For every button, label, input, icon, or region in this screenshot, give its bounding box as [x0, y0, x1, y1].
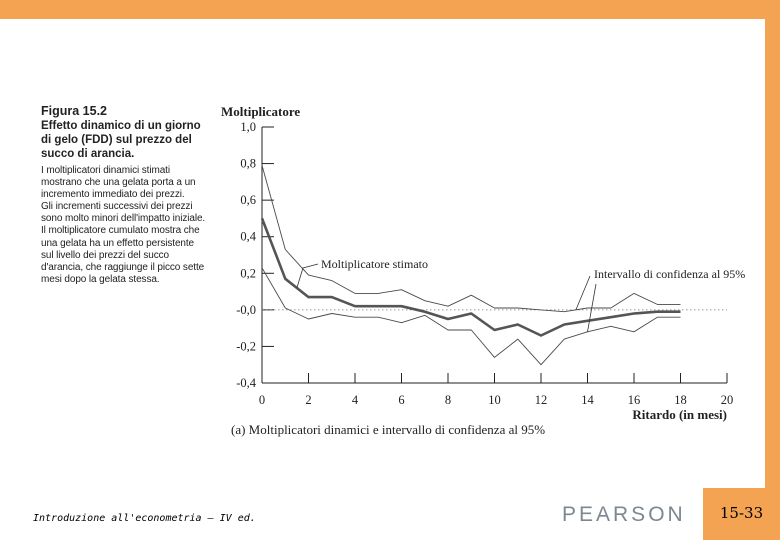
y-tick-label: -0,2 — [236, 339, 256, 354]
x-tick-label: 2 — [305, 393, 312, 407]
panel-caption: (a) Moltiplicatori dinamici e intervallo di confidenza al 95% — [231, 422, 546, 437]
annotation-interval-leader-upper — [576, 276, 590, 310]
x-tick-label: 0 — [258, 393, 266, 407]
caption-paragraph: I moltiplicatori dinamici stimati mostrano che una gelata porta a un incremento immediato dei prezzi. — [41, 165, 196, 201]
y-tick-label: 0,4 — [240, 229, 256, 244]
y-tick-label: -0,0 — [236, 302, 256, 317]
annotation-interval-label: Intervallo di confidenza al 95% — [594, 267, 746, 281]
caption-paragraph: Gli incrementi successivi dei prezzi sono molto minori dell'impatto iniziale. — [41, 201, 206, 225]
y-axis-title: Moltiplicatore — [221, 104, 301, 119]
x-tick-label: 12 — [534, 393, 548, 407]
y-tick-label: -0,4 — [236, 376, 256, 390]
x-tick-label: 18 — [674, 393, 687, 407]
annotation-estimate-label: Moltiplicatore stimato — [321, 257, 428, 271]
y-tick-label: 1,0 — [240, 120, 256, 134]
x-tick-label: 20 — [720, 393, 734, 407]
x-axis-title: Ritardo (in mesi) — [632, 407, 727, 422]
figure-title: Effetto dinamico di un giorno di gelo (FDD) sul prezzo del succo di arancia. — [41, 120, 201, 160]
annotation-estimate-leader — [297, 264, 318, 288]
figure-label: Figura 15.2 — [41, 104, 107, 118]
chart-annotations — [297, 257, 745, 332]
y-tick-label: 0,2 — [240, 266, 256, 281]
confidence-upper-line — [262, 165, 681, 311]
x-tick-label: 16 — [627, 393, 641, 407]
x-tick-label: 10 — [488, 393, 501, 407]
x-tick-label: 14 — [581, 393, 594, 407]
y-tick-label: 0,8 — [240, 156, 256, 171]
x-tick-label: 8 — [444, 393, 452, 407]
publisher-logo: PEARSON — [562, 503, 686, 526]
page-number: 15-33 — [703, 488, 780, 540]
footer-text: Introduzione all'econometria – IV ed. — [33, 513, 256, 524]
x-tick-label: 4 — [351, 393, 359, 407]
x-tick-label: 6 — [398, 393, 405, 407]
caption-paragraph: Il moltiplicatore cumulato mostra che una gelata ha un effetto persistente sul livello dei prezzi del succo d'arancia, che raggiunge il picco sette mesi dopo la gelata stessa. — [41, 225, 205, 285]
y-tick-label: 0,6 — [240, 193, 256, 208]
